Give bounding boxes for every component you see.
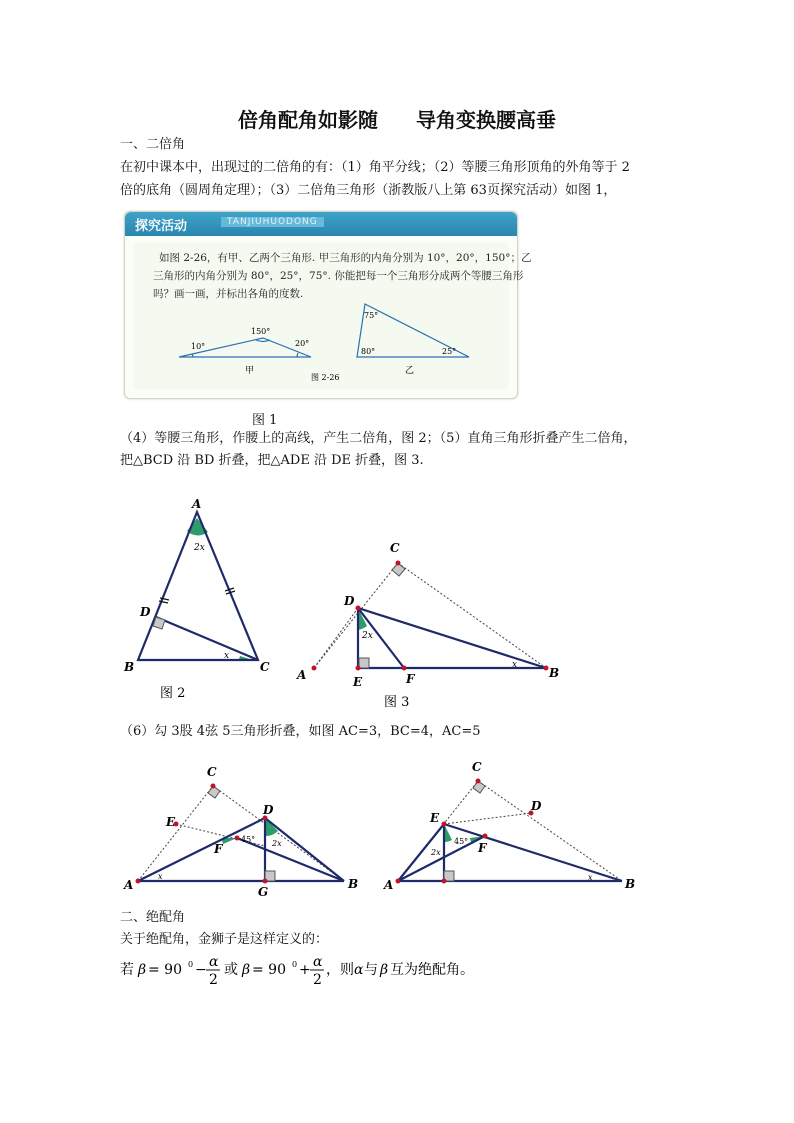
formula-minus: − bbox=[195, 962, 207, 978]
para2-line2: 把△BCD 沿 BD 折叠，把△ADE 沿 DE 折叠，图 3. bbox=[120, 453, 424, 468]
fig3-label-a: A bbox=[297, 668, 307, 682]
formula-two-1: 2 bbox=[209, 972, 218, 988]
fig4-label-f: F bbox=[214, 842, 223, 856]
formula-alpha-1: α bbox=[209, 954, 219, 970]
fig2-angle-x: x bbox=[224, 651, 230, 661]
fig4-label-c: C bbox=[207, 765, 217, 779]
fig4-angle-45: 45° bbox=[241, 835, 256, 844]
fig5-label-e: E bbox=[430, 811, 440, 825]
section1-heading: 一、二倍角 bbox=[120, 137, 186, 152]
formula-and: 与 bbox=[364, 962, 378, 978]
fig3-right-angle-e bbox=[359, 658, 369, 668]
fig4-label-g: G bbox=[258, 885, 269, 899]
activity-tab bbox=[125, 212, 517, 236]
formula-deg-1: 0 bbox=[188, 960, 194, 969]
fig4-label-b: B bbox=[348, 877, 359, 891]
fig4-label-d: D bbox=[263, 803, 274, 817]
figures-4-5 bbox=[0, 752, 794, 902]
fig4-label-a: A bbox=[124, 878, 134, 892]
formula-suffix: ，则 bbox=[326, 962, 354, 978]
fig5-angle-x: x bbox=[588, 873, 593, 882]
formula-end: 互为绝配角。 bbox=[390, 962, 474, 978]
para1-line1: 在初中课本中，出现过的二倍角的有：（1）角平分线；（2）等腰三角形顶角的外角等于 2 bbox=[120, 160, 630, 175]
fig2-label-c: C bbox=[260, 660, 270, 674]
activity-content bbox=[133, 242, 532, 390]
fig5-label-a: A bbox=[384, 878, 394, 892]
activity-figures bbox=[133, 242, 509, 390]
figure-2 bbox=[123, 497, 270, 674]
angle-80-label: 80° bbox=[361, 347, 376, 356]
angle-10-label: 10° bbox=[191, 342, 206, 351]
fig3-label-b: B bbox=[549, 666, 560, 680]
fig3-label-c: C bbox=[390, 541, 400, 555]
fig5-angle-45: 45° bbox=[454, 837, 469, 846]
formula-eq-2: = 90 bbox=[252, 962, 286, 978]
formula-beta-3: β bbox=[380, 962, 389, 978]
angle-20-label: 20° bbox=[295, 339, 310, 348]
fig4-angle-2x: 2x bbox=[272, 839, 282, 848]
angle-75-label: 75° bbox=[364, 311, 379, 320]
figure-4 bbox=[123, 765, 358, 899]
para3: （6）勾 3股 4弦 5三角形折叠，如图 AC=3，BC=4，AC=5 bbox=[120, 724, 481, 739]
formula-plus: + bbox=[299, 962, 311, 978]
fig-label-yi: 乙 bbox=[405, 366, 415, 376]
fig-label-jia: 甲 bbox=[245, 366, 255, 376]
fig3-label-e: E bbox=[353, 675, 363, 689]
formula-prefix: 若 bbox=[120, 962, 134, 978]
fig2-label-a: A bbox=[192, 497, 202, 511]
formula-two-2: 2 bbox=[313, 972, 322, 988]
activity-box bbox=[124, 211, 532, 399]
fig3-angle-2x: 2x bbox=[362, 631, 373, 641]
fig5-label-b: B bbox=[625, 877, 636, 891]
formula-alpha-3: α bbox=[354, 962, 364, 978]
activity-text-line2: 三角形的内角分别为 80°，25°，75°. 你能把每一个三角形分成两个等腰三角形 bbox=[153, 270, 524, 282]
fig4-angle-x: x bbox=[158, 872, 163, 881]
formula-or: 或 bbox=[224, 962, 238, 978]
fig2-caption: 图 2 bbox=[160, 686, 186, 701]
definition-formula bbox=[118, 950, 538, 990]
section2-heading: 二、绝配角 bbox=[120, 910, 186, 925]
formula-deg-2: 0 bbox=[292, 960, 298, 969]
fig3-label-d: D bbox=[344, 594, 355, 608]
angle-150-label: 150° bbox=[251, 327, 271, 336]
para2-line1: （4）等腰三角形，作腰上的高线，产生二倍角，图 2；（5）直角三角形折叠产生二倍角， bbox=[120, 431, 637, 446]
fig5-label-f: F bbox=[478, 841, 487, 855]
fig4-label-e: E bbox=[166, 815, 176, 829]
fig2-angle-2x: 2x bbox=[194, 543, 205, 553]
figures-2-3 bbox=[0, 490, 794, 730]
fig5-label-c: C bbox=[472, 760, 482, 774]
section2-line1: 关于绝配角，金狮子是这样定义的： bbox=[120, 932, 329, 947]
para1-line2: 倍的底角（圆周角定理）；（3）二倍角三角形（浙教版八上第 63页探究活动）如图 1， bbox=[120, 183, 617, 198]
fig2-label-d: D bbox=[140, 605, 151, 619]
fig1-caption: 图 1 bbox=[252, 413, 278, 428]
formula-beta-2: β bbox=[242, 962, 251, 978]
fig5-angle-2x: 2x bbox=[431, 848, 441, 857]
fig3-caption: 图 3 bbox=[384, 695, 410, 710]
page-title: 倍角配角如影随 导角变换腰高垂 bbox=[238, 108, 556, 132]
figure-5 bbox=[383, 760, 635, 892]
activity-tab-subtitle: TANJIUHUODONG bbox=[221, 217, 324, 227]
formula-beta-1: β bbox=[138, 962, 147, 978]
formula-eq-1: = 90 bbox=[148, 962, 182, 978]
fig2-label-b: B bbox=[124, 660, 135, 674]
fig-2-26-caption: 图 2-26 bbox=[311, 373, 340, 382]
fig3-angle-x: x bbox=[512, 660, 518, 670]
activity-text-line3: 吗？画一画，并标出各角的度数. bbox=[153, 288, 304, 300]
fig3-label-f: F bbox=[406, 672, 415, 686]
activity-tab-title: 探究活动 bbox=[135, 219, 188, 234]
activity-text-line1: 如图 2-26，有甲、乙两个三角形. 甲三角形的内角分别为 10°，20°，150°；乙 bbox=[159, 252, 532, 264]
fig5-label-d: D bbox=[531, 799, 542, 813]
figure-3 bbox=[296, 541, 559, 689]
formula-alpha-2: α bbox=[313, 954, 323, 970]
angle-25-label: 25° bbox=[442, 347, 457, 356]
